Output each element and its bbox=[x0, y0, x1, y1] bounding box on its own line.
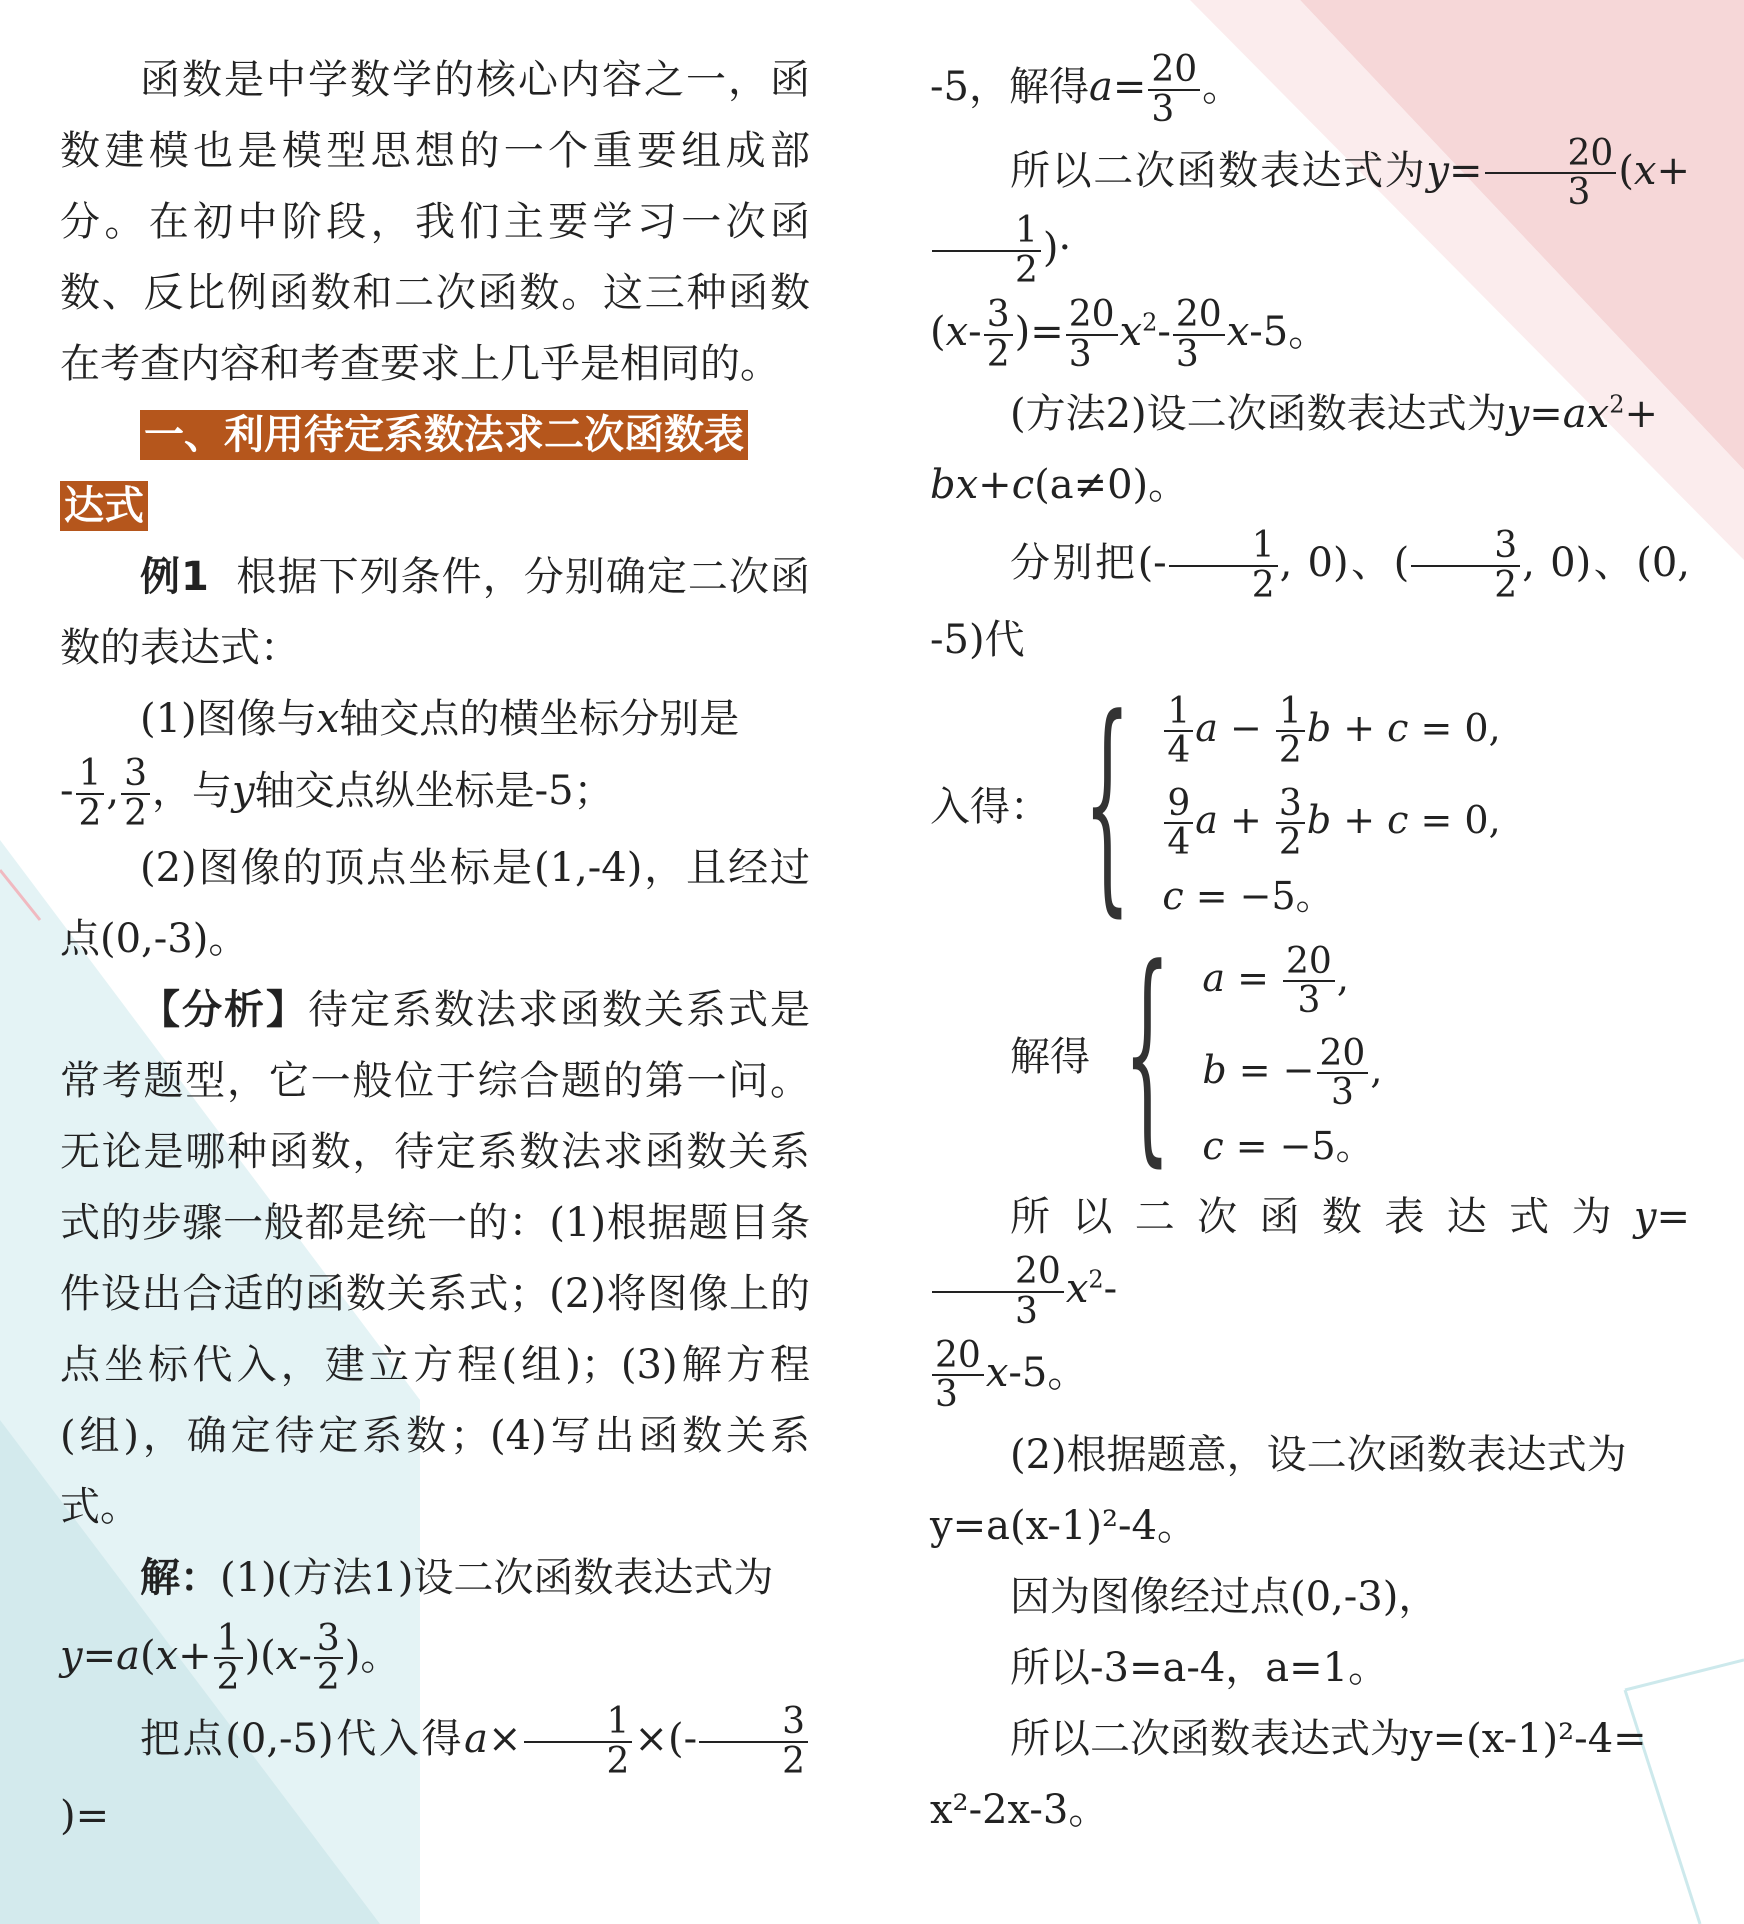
fraction: $\frac{1}{2}$ bbox=[76, 755, 105, 833]
substitution-2: 分别把(- $\frac{1}{2}$ , 0)、( $\frac{3}{2}$ , 0)、(0, -5)代 bbox=[930, 525, 1691, 663]
conclusion-2-text: 所以二次函数表达式为 bbox=[1010, 1193, 1634, 1240]
right-column bbox=[930, 45, 1690, 1846]
solution-system: 解得 { a = $\frac{20}{3}$ , b = − $\frac{20}{3}$ , c = −5。 bbox=[1010, 919, 1383, 1187]
method-2-cond: (a≠0)。 bbox=[1034, 462, 1189, 509]
example-paragraph bbox=[60, 542, 810, 684]
analysis-label: 【分析】 bbox=[140, 986, 308, 1033]
solution-paragraph bbox=[60, 1543, 810, 1614]
so-a: 所以-3=a-4，a=1。 bbox=[1010, 1645, 1389, 1692]
condition-1 bbox=[60, 684, 810, 755]
substitution-text: 把点(0,-5)代入得 bbox=[140, 1715, 465, 1762]
sub2-text: 分别把 bbox=[1010, 540, 1138, 587]
conclusion-1: 所以二次函数表达式为y= $\frac{20}{3}$ (x+ $\frac{1}{2}$ )· bbox=[930, 135, 1690, 290]
pass-point: 因为图像经过点(0,-3)， bbox=[1010, 1574, 1439, 1621]
equation-system-1: 入得： { $\frac{1}{4}$ a − $\frac{1}{2}$ b + c = 0, $\frac{9}{4}$ a + $\frac{3}{2}$ b + c = 0, c = −5。 bbox=[930, 669, 1501, 937]
section-heading-cont bbox=[60, 471, 810, 542]
solution-text: (1)(方法1)设二次函数表达式为 bbox=[220, 1554, 774, 1601]
section-heading-line2: 达式 bbox=[60, 481, 148, 531]
solution-label: 解： bbox=[140, 1554, 220, 1601]
analysis-text: 待定系数法求函数关系式是常考题型，它一般位于综合题的第一问。无论是哪种函数，待定系数法求函数关系式的步骤一般都是统一的：(1)根据题目条件设出合适的函数关系式；(2)将图像上的点坐标代入，建立方程(组)；(3)解方程(组)，确定待定系数；(4)写出函数关系式。 bbox=[60, 986, 810, 1530]
cond1-part-b: 轴交点的横坐标分别是 bbox=[339, 696, 740, 742]
conclusion-1-text: 所以二次函数表达式为 bbox=[1010, 147, 1427, 194]
method-2-cont: bx+c(a≠0)。 bbox=[930, 462, 1189, 509]
cond1-part-c: ，与 bbox=[152, 767, 233, 814]
method-2: (方法2)设二次函数表达式为$y=ax^2+$ bbox=[1010, 391, 1658, 438]
example-text: 根据下列条件，分别确定二次函数的表达式： bbox=[60, 554, 811, 671]
solution-expression: y=a(x+ $\frac{1}{2}$ )(x- $\frac{3}{2}$ )。 bbox=[60, 1617, 401, 1699]
substitution-line: 把点(0,-5)代入得a× $\frac{1}{2}$ ×(- $\frac{3}{2}$ )= bbox=[60, 1703, 810, 1852]
conclusion-2-cont: $\frac{20}{3}$ x-5。 bbox=[930, 1337, 1690, 1415]
part-2-expr: y=a(x-1)²-4。 bbox=[930, 1503, 1197, 1550]
example-label: 例1 bbox=[140, 554, 209, 600]
section-heading bbox=[60, 400, 810, 471]
section-heading-line1: 一、利用待定系数法求二次函数表 bbox=[140, 410, 748, 460]
cond1-part-a: (1)图像与 bbox=[140, 696, 317, 742]
a-value-line: -5，解得a= $\frac{20}{3}$ 。 bbox=[930, 49, 1243, 130]
condition-1-cont: - $\frac{1}{2}$ , $\frac{3}{2}$ ，与y轴交点纵坐标是-5； bbox=[60, 753, 614, 834]
sub2-text-b: 代 bbox=[984, 616, 1025, 663]
condition-2: (2)图像的顶点坐标是(1,-4)，且经过点(0,-3)。 bbox=[60, 844, 810, 962]
part-2: (2)根据题意，设二次函数表达式为 bbox=[1010, 1432, 1627, 1479]
left-column bbox=[60, 45, 810, 1858]
solve-label: 解得 bbox=[1010, 1034, 1090, 1081]
method-2-text: (方法2)设二次函数表达式为 bbox=[1010, 391, 1507, 438]
cond1-var-y: y bbox=[232, 767, 255, 814]
cond1-part-d: 轴交点纵坐标是-5； bbox=[254, 767, 614, 814]
cond1-var-x: x bbox=[316, 696, 340, 742]
conclusion-2: 所以二次函数表达式为y= $\frac{20}{3}$ $x^2-$ bbox=[930, 1182, 1690, 1331]
final-expression: 所以二次函数表达式为y=(x-1)²-4= bbox=[1010, 1716, 1647, 1763]
final-expression-cont: x²-2x-3。 bbox=[930, 1787, 1109, 1834]
intro-paragraph: 函数是中学数学的核心内容之一，函数建模也是模型思想的一个重要组成部分。在初中阶段，我们主要学习一次函数、反比例函数和二次函数。这三种函数在考查内容和考查要求上几乎是相同的。 bbox=[60, 57, 810, 387]
fraction: $\frac{3}{2}$ bbox=[121, 755, 150, 833]
a-value-text: -5，解得 bbox=[930, 63, 1089, 110]
analysis-paragraph bbox=[60, 975, 810, 1543]
sub2-text-c: 入得： bbox=[930, 784, 1050, 831]
conclusion-1-expr: (x- $\frac{3}{2}$ )= $\frac{20}{3}$ $x^2-$ $\frac{20}{3}$ x-5。 bbox=[930, 293, 1329, 375]
